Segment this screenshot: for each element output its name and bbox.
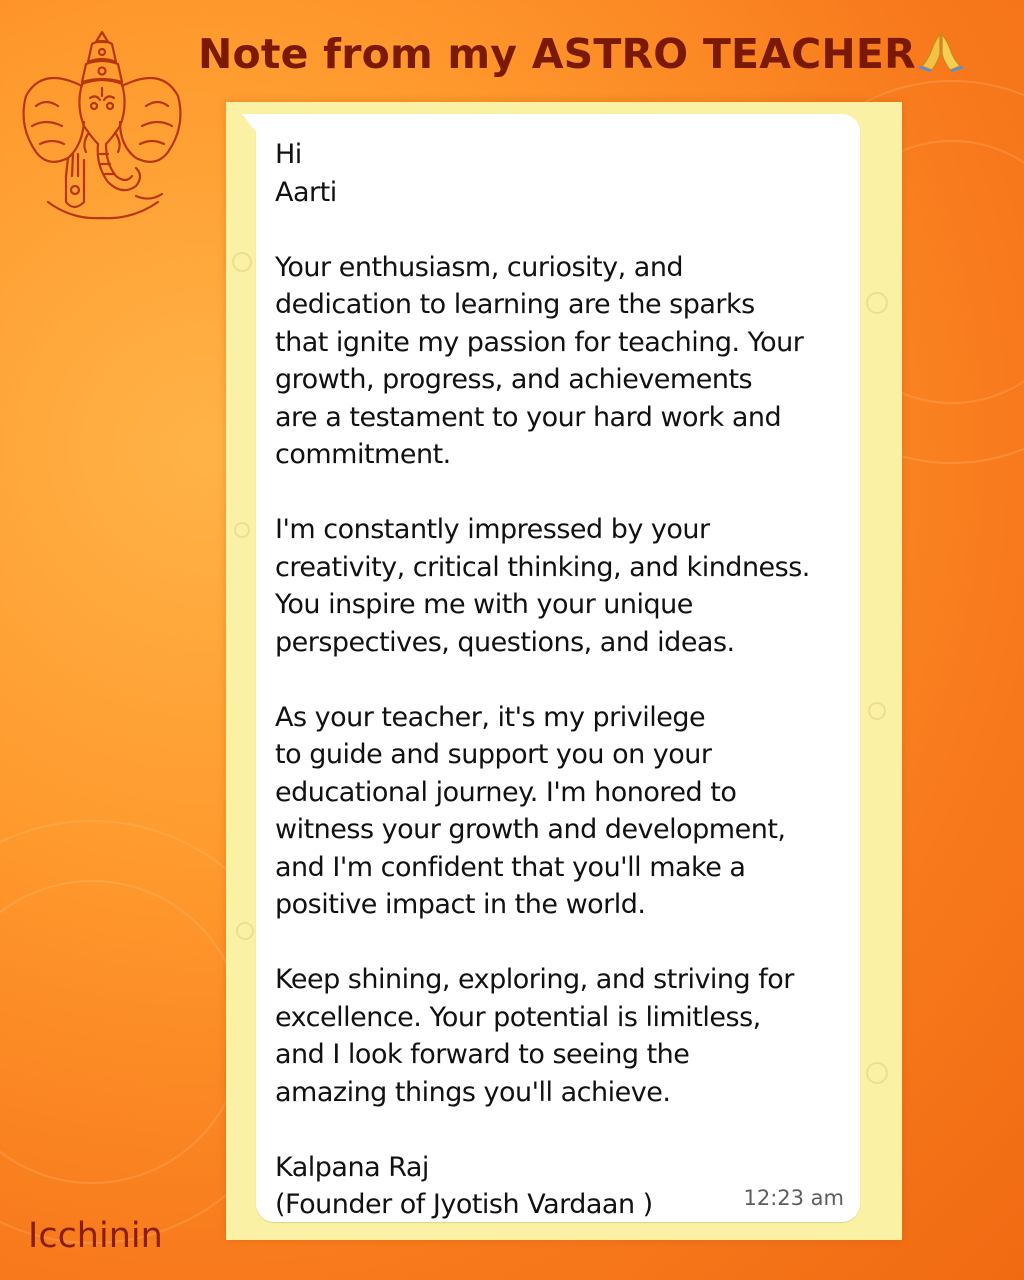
message-line: and I look forward to seeing the [275,1039,690,1070]
message-line: to guide and support you on your [275,739,712,770]
watermark: Icchinin [28,1216,163,1256]
message-line: are a testament to your hard work and [275,401,782,433]
chat-window [226,102,902,1240]
message-timestamp: 12:23 am [743,1186,844,1210]
page-title [198,28,998,80]
message-line: and I'm confident that you'll make a [275,851,746,883]
paragraph-gap [275,211,840,249]
wallpaper-doodle [866,292,888,314]
wallpaper-doodle [234,522,250,538]
paragraph-gap [275,661,840,699]
message-line: Keep shining, exploring, and striving for [275,964,794,995]
message-line: commitment. [275,439,451,470]
ganesha-icon [12,26,192,221]
paragraph-gap [275,924,840,962]
message-line: You inspire me with your unique [275,589,693,620]
message-line: creativity, critical thinking, and kindness. [275,551,810,583]
signature-org: (Founder of Jyotish Vardaan ) [275,1189,653,1220]
wallpaper-doodle [236,922,254,940]
message-text [275,136,840,1224]
folded-hands-icon [918,32,964,72]
wallpaper-doodle [868,702,886,720]
message-line: dedication to learning are the sparks [275,289,755,320]
message-line: amazing things you'll achieve. [275,1076,671,1108]
paragraph-gap [275,474,840,512]
message-line: I'm constantly impressed by your [275,514,710,545]
message-line: As your teacher, it's my privilege [275,701,706,733]
message-line: positive impact in the world. [275,889,646,920]
message-line: educational journey. I'm honored to [275,776,737,808]
wallpaper-doodle [866,1062,888,1084]
paragraph-gap [275,1111,840,1149]
page-title-text: Note from my ASTRO TEACHER [198,30,916,78]
message-line: growth, progress, and achievements [275,364,753,395]
message-line: excellence. Your potential is limitless, [275,1001,761,1033]
message-line: witness your growth and development, [275,814,786,845]
message-line: that ignite my passion for teaching. Your [275,326,804,358]
message-recipient: Aarti [275,176,337,208]
bubble-tail [242,114,256,132]
message-line: perspectives, questions, and ideas. [275,626,735,658]
message-greeting: Hi [275,139,302,170]
message-bubble[interactable] [256,114,860,1222]
message-line: Your enthusiasm, curiosity, and [275,251,684,283]
signature-name: Kalpana Raj [275,1151,429,1183]
wallpaper-doodle [232,252,252,272]
